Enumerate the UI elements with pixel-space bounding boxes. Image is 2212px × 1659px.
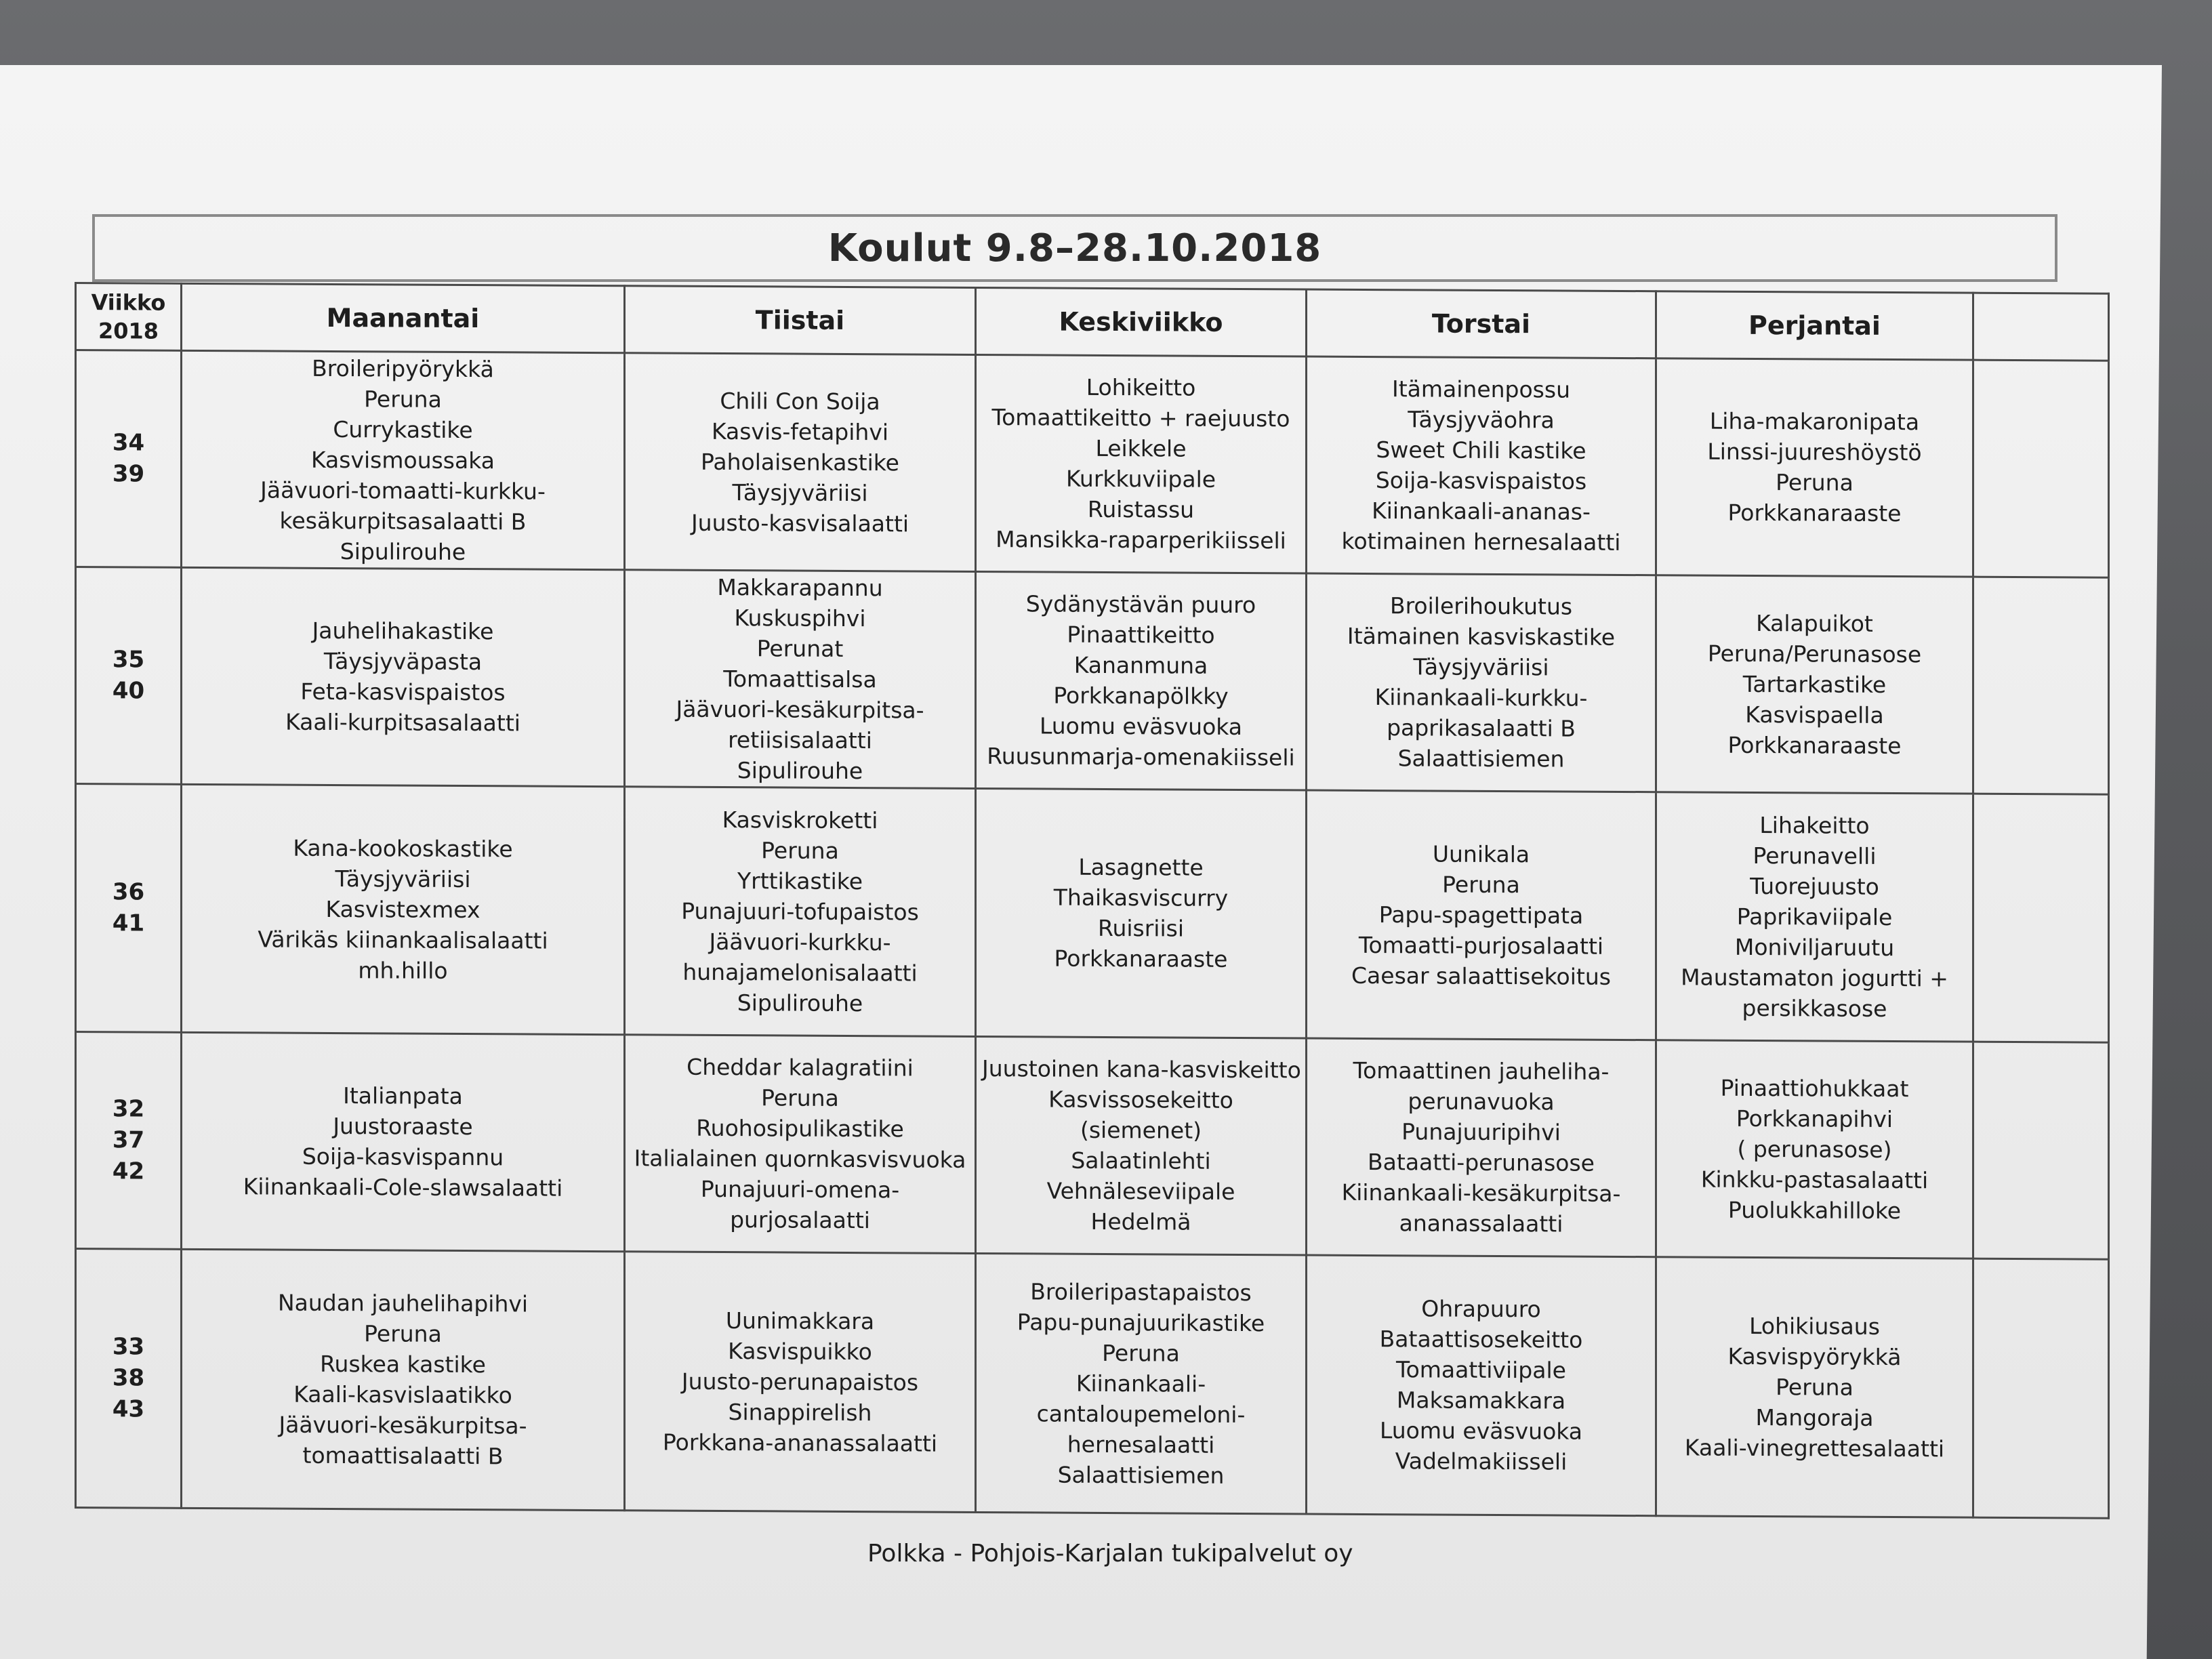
day-header-monday: Maanantai [182,283,625,352]
dish-item: Juusto-kasvisalaatti [691,509,909,537]
day-header-thursday: Torstai [1307,289,1656,359]
menu-cell-tuesday [625,353,976,572]
dish-item: hunajamelonisalaatti [682,958,918,987]
dish-item: Peruna [364,1320,442,1348]
dish-item: Paprikaviipale [1736,903,1893,930]
dish-item: Pinaattikeitto [1067,621,1215,649]
menu-cell-thursday [1307,356,1656,575]
menu-cell-tuesday [625,1035,976,1254]
week-numbers-cell [76,350,182,568]
dish-item: Täysjyväriisi [335,865,471,893]
dish-item: Porkkanaraaste [1727,731,1902,759]
dish-item: Luomu eväsvuoka [1039,712,1243,741]
menu-cell-monday [182,350,625,569]
dish-item: Vadelmakiisseli [1395,1448,1568,1475]
dish-item: Currykastike [333,415,473,443]
menu-cell-friday [1656,575,1973,794]
dish-item: Salaattisiemen [1397,745,1565,773]
dish-item: perunavuoka [1408,1088,1555,1115]
menu-cell-friday [1656,359,1973,577]
menu-cell-extra [1973,577,2109,794]
dish-item: Tomaatti-purjosalaatti [1358,931,1604,960]
dish-item: Puolukkahilloke [1727,1196,1902,1224]
week-number: 35 [112,646,145,674]
dish-item: Täysjyväriisi [1413,653,1549,681]
dish-item: Kananmuna [1073,652,1208,680]
week-number: 33 [112,1333,145,1361]
dish-item: Kasviskroketti [722,806,878,834]
dish-item: Itämainen kasviskastike [1347,623,1616,651]
menu-cell-friday [1656,1040,1973,1258]
dish-item: Ohrapuuro [1421,1295,1541,1323]
dish-item: Porkkanaraaste [1727,499,1902,527]
dish-item: Salaattisiemen [1057,1461,1225,1489]
week-number: 38 [112,1364,145,1392]
dish-item: Jäävuori-kurkku- [709,928,891,956]
dish-item: Itämainenpossu [1391,375,1570,403]
dish-item: Sweet Chili kastike [1376,436,1586,465]
dish-item: Maksamakkara [1396,1387,1566,1414]
dish-item: Peruna [761,1084,839,1112]
dish-item: Kasvissosekeitto [1048,1086,1233,1114]
dish-item: Kasvispyörykkä [1727,1343,1902,1370]
dish-item: Soija-kasvispaistos [1375,467,1587,495]
dish-item: kotimainen hernesalaatti [1341,528,1621,556]
menu-row [76,350,2109,578]
week-numbers-cell [76,567,182,784]
dish-item: persikkasose [1742,994,1887,1022]
menu-cell-tuesday [625,570,976,789]
dish-item: Porkkanaraaste [1054,945,1228,973]
menu-cell-wednesday [976,1036,1307,1254]
dish-item: cantaloupemeloni- [1036,1400,1246,1428]
menu-cell-monday [182,1032,625,1251]
dish-item: Kiinankaali- [1076,1370,1206,1397]
dish-item: Mangoraja [1755,1404,1874,1431]
dish-item: retiisisalaatti [728,726,872,754]
dish-item: Värikäs kiinankaalisalaatti [258,926,548,954]
dish-item: Täysjyväpasta [323,648,483,676]
dish-item: Porkkanapölkky [1053,682,1229,710]
dish-item: Hedelmä [1090,1208,1191,1235]
dish-item: Italialainen quornkasvisvuoka [634,1145,966,1174]
dish-item: Soija-kasvispannu [302,1143,504,1171]
dish-item: Jauhelihakastike [312,617,494,645]
dish-item: Papu-spagettipata [1378,901,1584,929]
dish-item: Peruna [1776,469,1853,497]
dish-item: Sinappirelish [728,1398,872,1427]
dish-item: Peruna [364,386,442,413]
dish-item: kesäkurpitsasalaatti B [279,507,527,535]
dish-item: Kaali-kurpitsasalaatti [285,708,520,737]
dish-item: Mansikka-raparperikiisseli [996,526,1286,554]
dish-item: Tomaattikeitto + raejuusto [991,404,1290,432]
menu-cell-extra [1973,1258,2109,1518]
menu-cell-extra [1973,794,2109,1042]
menu-cell-thursday [1307,1255,1656,1516]
dish-item: Porkkana-ananassalaatti [662,1429,938,1457]
dish-item: Linssi-juureshöystö [1707,438,1922,466]
dish-item: Lasagnette [1078,854,1204,882]
week-header [76,283,182,351]
week-numbers-cell [76,1248,182,1508]
week-number: 34 [112,429,145,457]
menu-cell-tuesday [625,786,976,1036]
dish-item: Broileripyörykkä [312,354,494,383]
dish-item: Ruskea kastike [320,1351,486,1378]
dish-item: Peruna [1442,871,1520,898]
dish-item: Caesar salaattisekoitus [1351,962,1611,990]
dish-item: Kiinankaali-ananas- [1372,497,1591,526]
dish-item: Vehnäleseviipale [1046,1177,1235,1206]
menu-cell-monday [182,784,625,1035]
menu-body [76,350,2109,1519]
dish-item: Sipulirouhe [737,756,863,784]
dish-item: Liha-makaronipata [1709,408,1920,436]
day-header-wednesday: Keskiviikko [976,287,1307,356]
week-numbers-cell [76,1031,182,1249]
dish-item: Feta-kasvispaistos [300,678,506,706]
dish-item: ananassalaatti [1399,1210,1563,1237]
dish-item: Naudan jauhelihapihvi [277,1289,529,1317]
dish-item: Täysjyväohra [1408,406,1555,434]
dish-item: Bataatti-perunasose [1368,1149,1595,1177]
dish-item: (siemenet) [1080,1117,1202,1144]
menu-cell-wednesday [976,354,1307,573]
dish-item: Lohikeitto [1086,374,1196,402]
dish-item: Kuskuspihvi [734,604,866,632]
dish-item: Luomu eväsvuoka [1379,1417,1583,1446]
menu-cell-extra [1973,360,2109,577]
dish-item: Broilerihoukutus [1389,592,1573,620]
menu-cell-monday [182,567,625,786]
dish-item: Thaikasviscurry [1053,884,1229,912]
menu-cell-friday [1656,792,1973,1042]
week-header-line2: 2018 [98,318,159,344]
dish-item: Kiinankaali-kurkku- [1374,684,1588,712]
dish-item: Kasvismoussaka [311,446,495,474]
dish-item: Uunikala [1432,840,1530,868]
dish-item: Juusto-perunapaistos [681,1368,919,1396]
dish-item: Perunat [756,635,844,662]
dish-item: Makkarapannu [717,573,883,602]
dish-item: Italianpata [343,1082,463,1110]
dish-item: Sydänystävän puuro [1025,590,1256,619]
dish-item: Kana-kookoskastike [293,834,513,863]
week-numbers-cell [76,783,182,1032]
week-number: 37 [112,1126,145,1154]
dish-item: Paholaisenkastike [700,448,899,476]
dish-item: paprikasalaatti B [1387,714,1576,742]
dish-item: Lohikiusaus [1749,1312,1880,1340]
dish-item: Jäävuori-kesäkurpitsa- [279,1411,527,1439]
dish-item: Punajuuri-tofupaistos [681,897,919,926]
dish-item: Yrttikastike [737,867,863,895]
dish-item: Kiinankaali-kesäkurpitsa- [1341,1179,1621,1208]
dish-item: Juustoraaste [333,1113,473,1141]
dish-item: mh.hillo [358,956,448,984]
dish-item: Perunavelli [1753,842,1877,869]
dish-item: Täysjyväriisi [732,479,868,507]
menu-cell-extra [1973,1042,2109,1259]
menu-row [76,1248,2109,1518]
dish-item: Maustamaton jogurtti + [1681,964,1948,992]
dish-item: Kalapuikot [1756,609,1873,637]
menu-row [76,567,2109,794]
dish-item: Kinkku-pastasalaatti [1700,1166,1929,1194]
dish-item: ( perunasose) [1737,1135,1892,1163]
title-box [92,214,2057,282]
dish-item: Papu-punajuurikastike [1017,1309,1265,1337]
week-number: 40 [112,677,145,705]
dish-item: Peruna [761,837,839,864]
dish-item: Ruistassu [1087,496,1195,524]
week-number: 43 [112,1395,145,1423]
dish-item: Sipulirouhe [737,989,863,1017]
dish-item: Tuorejuusto [1750,872,1879,900]
week-number: 39 [112,460,145,488]
menu-cell-wednesday [976,571,1307,790]
dish-item: Juustoinen kana-kasviskeitto [982,1055,1301,1084]
menu-cell-thursday [1307,573,1656,792]
menu-cell-wednesday [976,788,1307,1038]
dish-item: Ruusunmarja-omenakiisseli [987,743,1295,771]
dish-item: Tomaattisalsa [723,665,877,693]
menu-cell-thursday [1307,790,1656,1040]
dish-item: Cheddar kalagratiini [687,1054,914,1082]
dish-item: purjosalaatti [730,1206,870,1234]
dish-item: Ruisriisi [1098,915,1184,942]
dish-item: Tomaattiviipale [1396,1356,1566,1384]
dish-item: Kasvispaella [1745,701,1884,729]
menu-cell-monday [182,1249,625,1511]
menu-row [76,1031,2109,1259]
week-number: 32 [112,1095,145,1123]
day-header-tuesday: Tiistai [625,286,976,355]
dish-item: Salaatinlehti [1071,1147,1211,1175]
day-header-friday: Perjantai [1656,291,1973,360]
dish-item: Punajuuri-omena- [700,1176,900,1204]
dish-item: Porkkanapihvi [1736,1105,1893,1132]
menu-title: Koulut 9.8–28.10.2018 [827,226,1322,270]
dish-item: Lihakeitto [1759,811,1870,839]
dish-item: Peruna/Perunasose [1707,640,1922,668]
dish-item: Leikkele [1095,435,1187,463]
dish-item: Chili Con Soija [720,387,880,415]
dish-item: Kaali-vinegrettesalaatti [1684,1434,1945,1462]
menu-table [75,282,2110,1519]
week-number: 36 [112,878,145,906]
dish-item: Jäävuori-kesäkurpitsa- [676,695,924,724]
dish-item: Moniviljaruutu [1734,933,1895,961]
dish-item: Kiinankaali-Cole-slawsalaatti [243,1173,563,1202]
dish-item: Pinaattiohukkaat [1720,1074,1909,1102]
dish-item: Uunimakkara [725,1307,875,1335]
dish-item: Tomaattinen jauheliha- [1353,1057,1610,1086]
day-header-extra [1973,293,2109,361]
footer-publisher: Polkka - Pohjois-Karjalan tukipalvelut oy [867,1540,1353,1568]
dish-item: Kaali-kasvislaatikko [293,1381,512,1409]
header-row [76,283,2109,361]
dish-item: Tartarkastike [1742,670,1887,698]
menu-cell-thursday [1307,1038,1656,1257]
dish-item: Kasvistexmex [325,895,480,923]
dish-item: Punajuuripihvi [1401,1118,1561,1146]
week-number: 41 [112,909,145,937]
dish-item: Sipulirouhe [340,537,466,565]
dish-item: Kasvis-fetapihvi [711,417,889,446]
dish-item: Broileripastapaistos [1030,1278,1252,1306]
menu-row [76,783,2109,1042]
menu-cell-wednesday [976,1253,1307,1514]
week-header-line1: Viikko [91,289,166,316]
dish-item: Peruna [1776,1374,1853,1401]
dish-item: tomaattisalaatti B [302,1442,504,1470]
dish-item: Peruna [1102,1339,1180,1367]
dish-item: hernesalaatti [1067,1431,1215,1458]
dish-item: Bataattisosekeitto [1379,1326,1583,1354]
dish-item: Ruohosipulikastike [696,1115,904,1143]
dish-item: Jäävuori-tomaatti-kurkku- [260,476,546,505]
menu-cell-tuesday [625,1251,976,1512]
dish-item: Kurkkuviipale [1065,466,1216,493]
dish-item: Kasvispuikko [728,1337,872,1366]
menu-cell-friday [1656,1256,1973,1517]
week-number: 42 [112,1158,145,1185]
